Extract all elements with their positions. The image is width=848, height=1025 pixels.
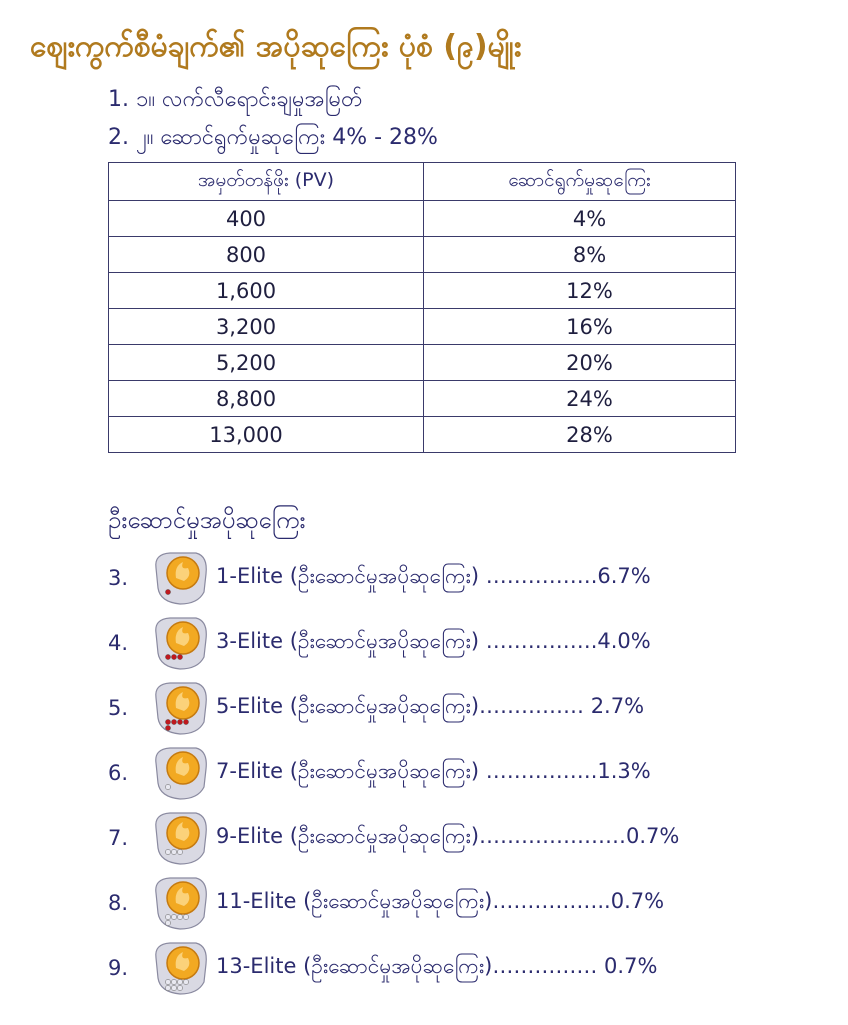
elite-badge-icon	[150, 743, 210, 803]
pv-cell: 800	[109, 237, 424, 273]
rate-cell: 20%	[424, 345, 736, 381]
elite-number: 3.	[108, 566, 129, 590]
rate-cell: 8%	[424, 237, 736, 273]
rate-cell: 28%	[424, 417, 736, 453]
table-header-row	[109, 163, 736, 201]
elite-badge-icon	[150, 678, 210, 738]
pv-cell: 8,800	[109, 381, 424, 417]
elite-label: 1-Elite (ဦးဆောင်မှုအပိုဆုကြေး) …………….6.7%	[216, 563, 651, 588]
retail-profit-line: 1. ၁။ လက်လီရောင်းချမှုအမြတ်	[108, 87, 363, 112]
elite-label: 11-Elite (ဦးဆောင်မှုအပိုဆုကြေး)……………..0.7%	[216, 888, 665, 913]
rate-cell: 16%	[424, 309, 736, 345]
elite-badge-icon	[150, 613, 210, 673]
elite-badge-icon	[150, 548, 210, 608]
table-row	[109, 237, 736, 273]
table-row	[109, 201, 736, 237]
elite-label: 9-Elite (ဦးဆောင်မှုအပိုဆုကြေး)…………………0.7%	[216, 823, 680, 848]
leadership-bonus-heading: ဦးဆောင်မှုအပိုဆုကြေး	[108, 506, 306, 534]
elite-row	[108, 748, 651, 798]
rate-cell: 24%	[424, 381, 736, 417]
elite-number: 4.	[108, 631, 129, 655]
elite-row	[108, 813, 679, 863]
page-title: ဈေးကွက်စီမံချက်၏ အပိုဆုကြေး ပုံစံ (၉)မျိုး	[30, 29, 522, 64]
pv-cell: 13,000	[109, 417, 424, 453]
pv-cell: 3,200	[109, 309, 424, 345]
elite-row	[108, 618, 651, 668]
elite-row	[108, 683, 644, 733]
elite-badge-icon	[150, 938, 210, 998]
table-row	[109, 345, 736, 381]
table-row	[109, 381, 736, 417]
elite-number: 9.	[108, 956, 129, 980]
elite-row	[108, 943, 657, 993]
table-row	[109, 309, 736, 345]
elite-number: 5.	[108, 696, 129, 720]
header-pv: အမှတ်တန်ဖိုး (PV)	[109, 163, 424, 201]
performance-bonus-line: 2. ၂။ ဆောင်ရွက်မှုဆုကြေး 4% - 28%	[108, 125, 438, 150]
rate-cell: 4%	[424, 201, 736, 237]
elite-label: 5-Elite (ဦးဆောင်မှုအပိုဆုကြေး)…………… 2.7%	[216, 693, 645, 718]
rate-cell: 12%	[424, 273, 736, 309]
elite-number: 8.	[108, 891, 129, 915]
table-row	[109, 417, 736, 453]
elite-label: 3-Elite (ဦးဆောင်မှုအပိုဆုကြေး) …………….4.0%	[216, 628, 651, 653]
elite-number: 7.	[108, 826, 129, 850]
pv-bonus-table	[108, 162, 736, 453]
header-rate: ဆောင်ရွက်မှုဆုကြေး	[424, 163, 736, 201]
elite-row	[108, 553, 651, 603]
elite-label: 7-Elite (ဦးဆောင်မှုအပိုဆုကြေး) …………….1.3%	[216, 758, 651, 783]
elite-row	[108, 878, 664, 928]
elite-badge-icon	[150, 873, 210, 933]
elite-number: 6.	[108, 761, 129, 785]
pv-cell: 1,600	[109, 273, 424, 309]
pv-cell: 5,200	[109, 345, 424, 381]
elite-badge-icon	[150, 808, 210, 868]
table-row	[109, 273, 736, 309]
elite-label: 13-Elite (ဦးဆောင်မှုအပိုဆုကြေး)…………… 0.7%	[216, 953, 658, 978]
pv-cell: 400	[109, 201, 424, 237]
